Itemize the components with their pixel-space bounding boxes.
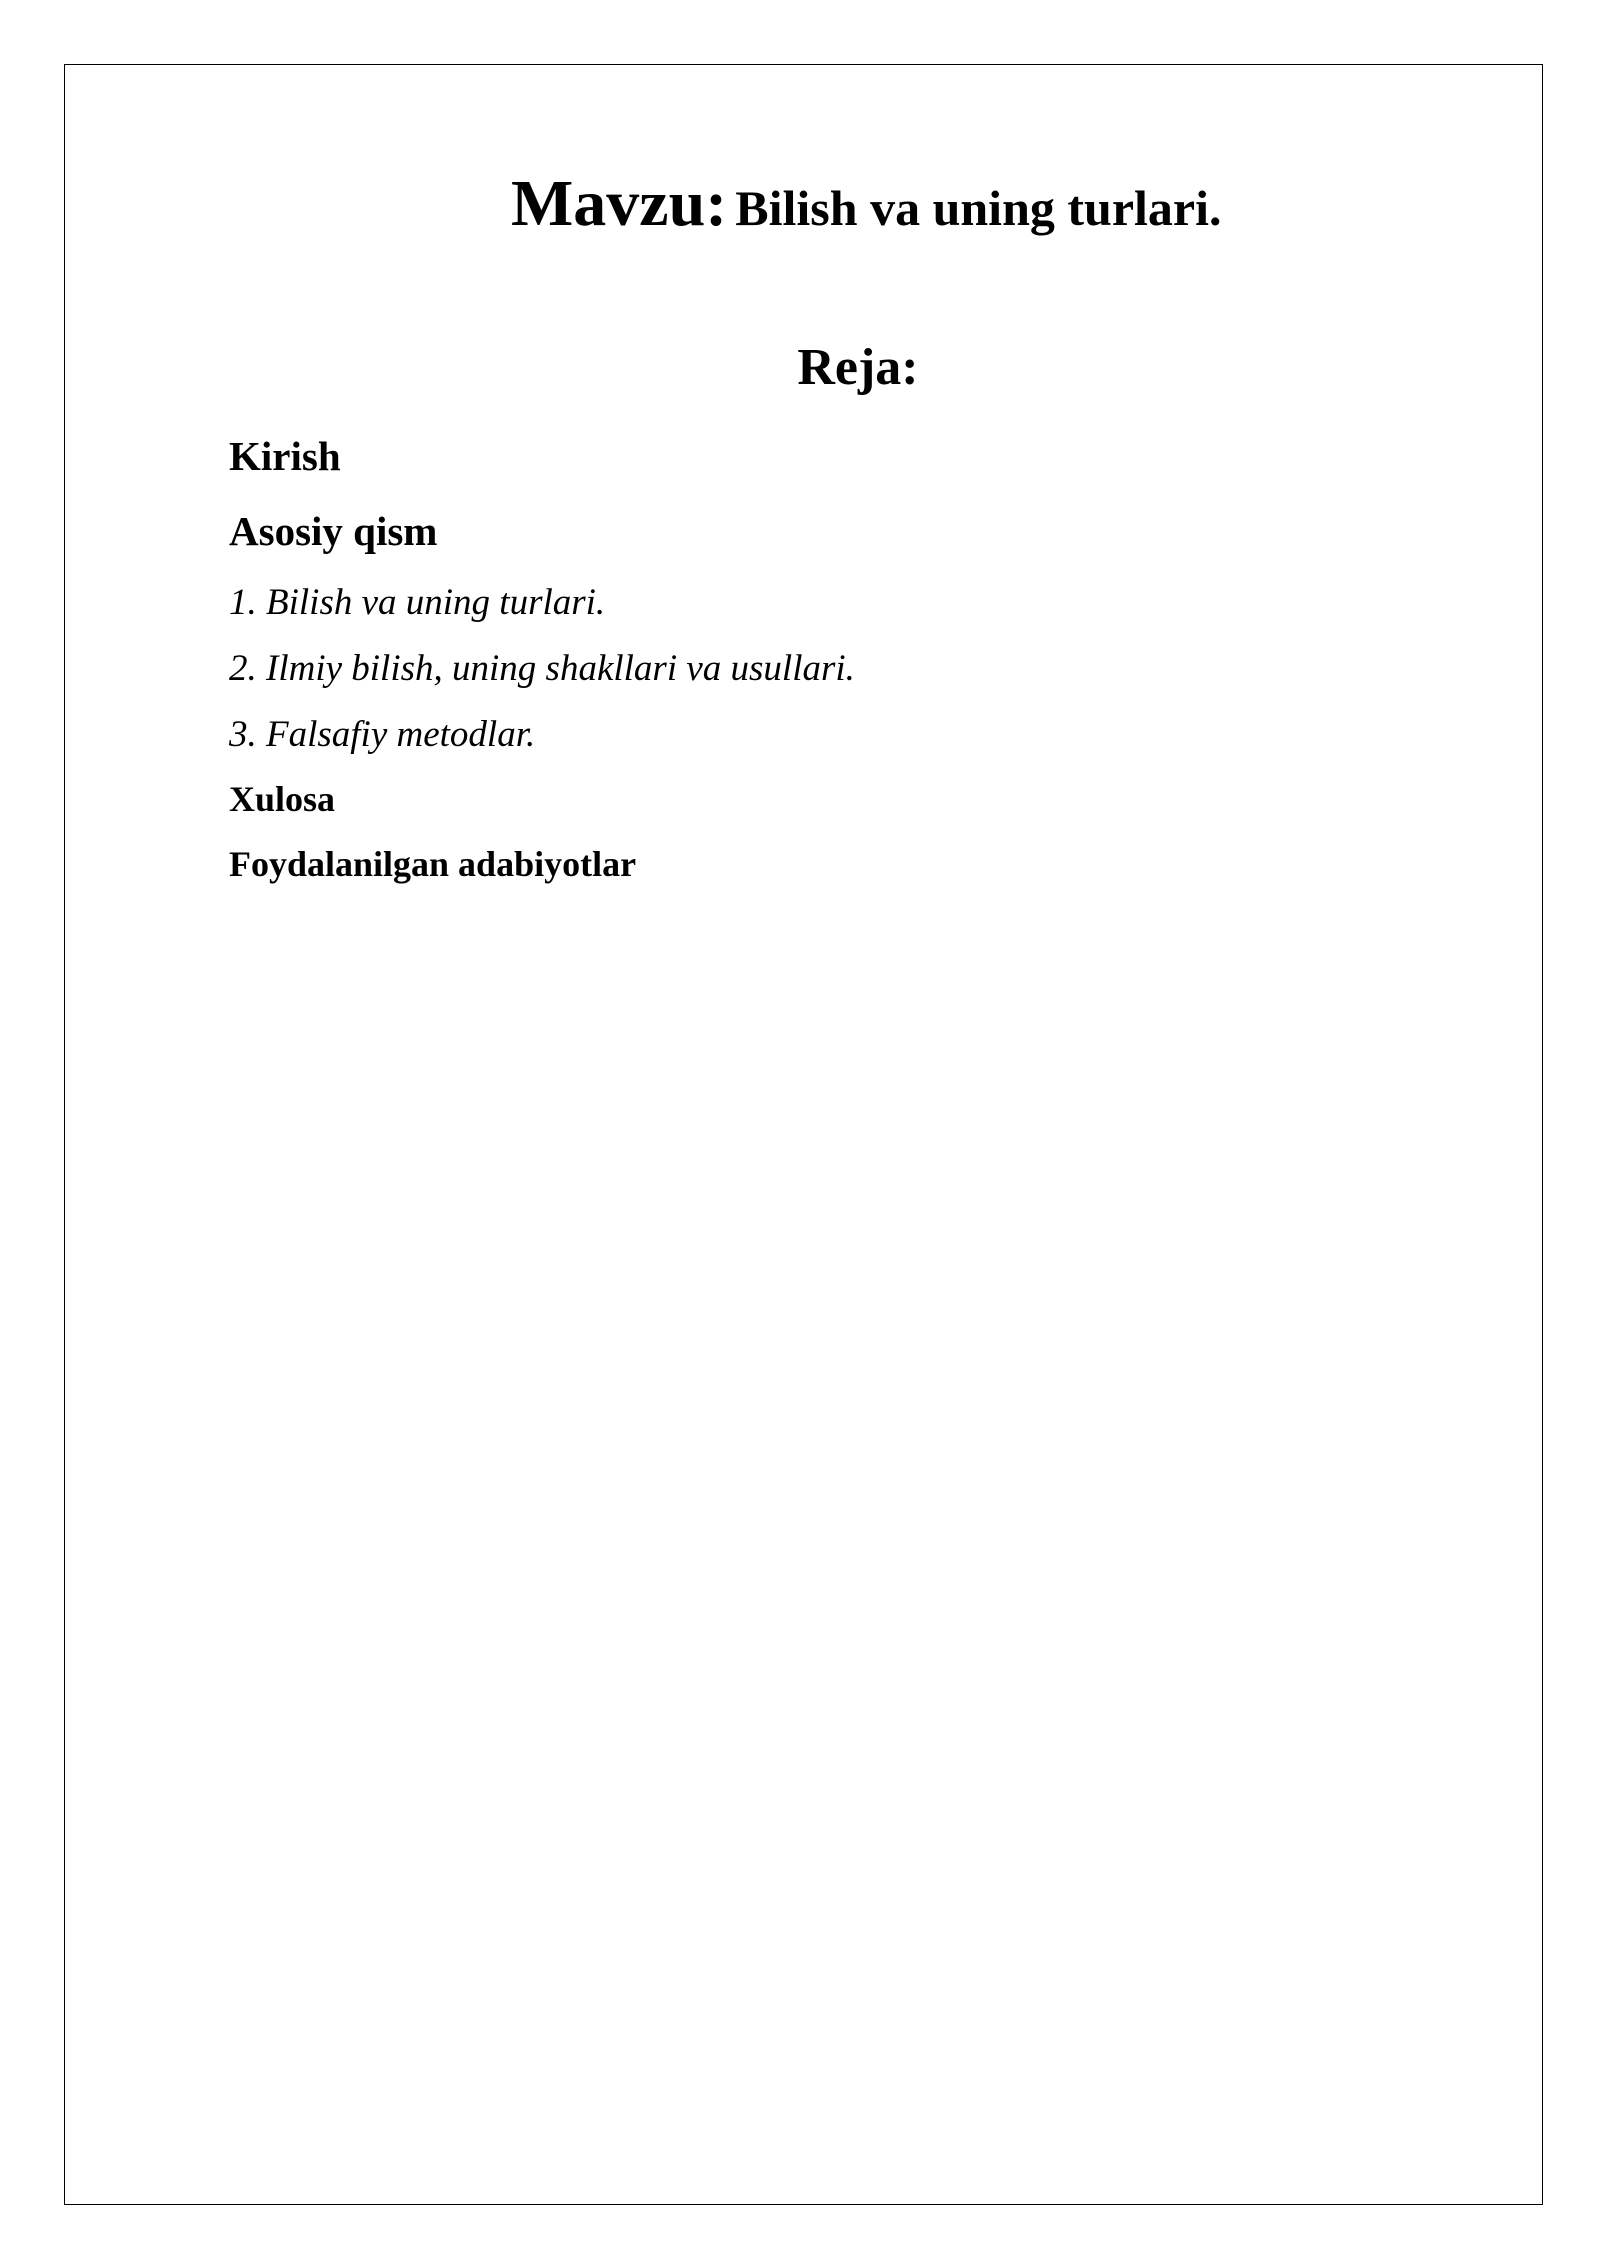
plan-heading: Reja: [797, 339, 919, 396]
plan-item-main-part: Asosiy qism [229, 508, 438, 554]
title-topic: Bilish va uning turlari. [735, 180, 1222, 237]
plan-item-section-2: 2. Ilmiy bilish, uning shakllari va usullari. [229, 648, 855, 689]
page-title [511, 167, 1222, 241]
title-prefix: Mavzu: [511, 167, 728, 241]
plan-item-introduction: Kirish [229, 433, 341, 479]
plan-item-section-3: 3. Falsafiy metodlar. [229, 714, 536, 755]
plan-item-references: Foydalanilgan adabiyotlar [229, 844, 637, 884]
plan-item-conclusion: Xulosa [229, 779, 336, 819]
plan-item-section-1: 1. Bilish va uning turlari. [229, 582, 606, 623]
